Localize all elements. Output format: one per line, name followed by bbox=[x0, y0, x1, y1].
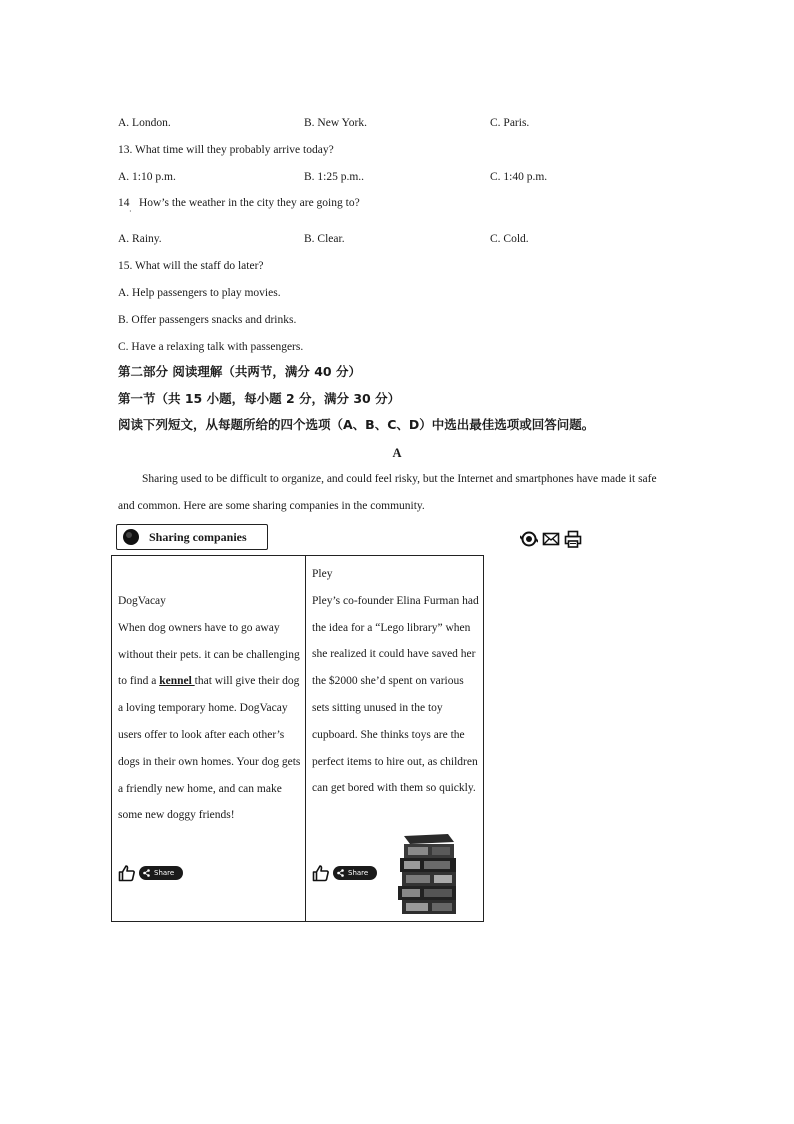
q15-option-c: C. Have a relaxing talk with passengers. bbox=[118, 341, 304, 353]
dogvacay-share-label: Share bbox=[154, 869, 175, 877]
speech-bubble-icon bbox=[121, 527, 141, 547]
dogvacay-actions bbox=[118, 864, 183, 882]
q13-option-b: B. 1:25 p.m.. bbox=[304, 171, 365, 183]
q14-option-c: C. Cold. bbox=[490, 233, 529, 245]
print-icon[interactable] bbox=[564, 530, 582, 548]
banner-title: Sharing companies bbox=[149, 529, 247, 544]
pley-actions bbox=[312, 864, 377, 882]
dogvacay-content bbox=[118, 588, 303, 829]
q14-option-b: B. Clear. bbox=[304, 233, 345, 245]
q14-number: 14 bbox=[118, 197, 130, 209]
q12-option-c: C. Paris. bbox=[490, 117, 530, 129]
thumbs-up-icon[interactable] bbox=[312, 864, 330, 882]
q12-option-b: B. New York. bbox=[304, 117, 367, 129]
q15-option-a: A. Help passengers to play movies. bbox=[118, 287, 281, 299]
dogvacay-name: DogVacay bbox=[118, 595, 166, 607]
kennel-keyword: kennel bbox=[159, 675, 195, 688]
passage-letter: A bbox=[392, 446, 402, 460]
mail-icon[interactable] bbox=[542, 530, 560, 548]
thumbs-up-icon[interactable] bbox=[118, 864, 136, 882]
pley-description: Pley’s co-founder Elina Furman had the idea for a “Lego library” when she realized it could have saved her the $2000 she’d spent on various sets sitting unused in the toy cupboard. She thinks toys are the perfect items to hire out, as children can get bored with them so quickly. bbox=[312, 594, 479, 795]
pley-name: Pley bbox=[312, 568, 333, 580]
q13-question: 13. What time will they probably arrive today? bbox=[118, 144, 334, 156]
refresh-icon[interactable] bbox=[520, 530, 538, 548]
section1-heading: 第一节（共 15 小题，每小题 2 分，满分 30 分） bbox=[118, 391, 401, 406]
q14-option-a: A. Rainy. bbox=[118, 233, 162, 245]
toolbar bbox=[520, 530, 582, 548]
q12-option-a: A. London. bbox=[118, 117, 171, 129]
pley-content bbox=[312, 561, 482, 802]
dogvacay-text-before: When dog owners have to go away without their pets. it can be challenging to find a bbox=[118, 621, 300, 688]
share-icon bbox=[337, 869, 344, 877]
pley-share-button[interactable] bbox=[333, 866, 377, 880]
dogvacay-description bbox=[118, 615, 303, 829]
pley-share-label: Share bbox=[348, 869, 369, 877]
q14-dot: · bbox=[129, 207, 132, 216]
q15-question: 15. What will the staff do later? bbox=[118, 260, 264, 272]
q15-option-b: B. Offer passengers snacks and drinks. bbox=[118, 314, 297, 326]
part2-heading: 第二部分 阅读理解（共两节，满分 40 分） bbox=[118, 364, 361, 379]
q14-question: How’s the weather in the city they are going to? bbox=[139, 197, 360, 209]
sharing-companies-banner bbox=[116, 524, 268, 550]
intro-paragraph: Sharing used to be difficult to organize, and could feel risky, but the Internet and smartphones have made it safe and common. Here are some sharing companies in the community. bbox=[118, 473, 657, 512]
dogvacay-text-after: that will give their dog a loving temporary home. DogVacay users offer to look after each other’s dogs in their own homes. Your dog gets a friendly new home, and can make some new doggy friends! bbox=[118, 675, 301, 822]
toy-boxes-image bbox=[394, 832, 462, 916]
dogvacay-share-button[interactable] bbox=[139, 866, 183, 880]
q13-option-c: C. 1:40 p.m. bbox=[490, 171, 548, 183]
reading-instruction: 阅读下列短文，从每题所给的四个选项（A、B、C、D）中选出最佳选项或回答问题。 bbox=[118, 417, 595, 432]
share-icon bbox=[143, 869, 150, 877]
q13-option-a: A. 1:10 p.m. bbox=[118, 171, 176, 183]
